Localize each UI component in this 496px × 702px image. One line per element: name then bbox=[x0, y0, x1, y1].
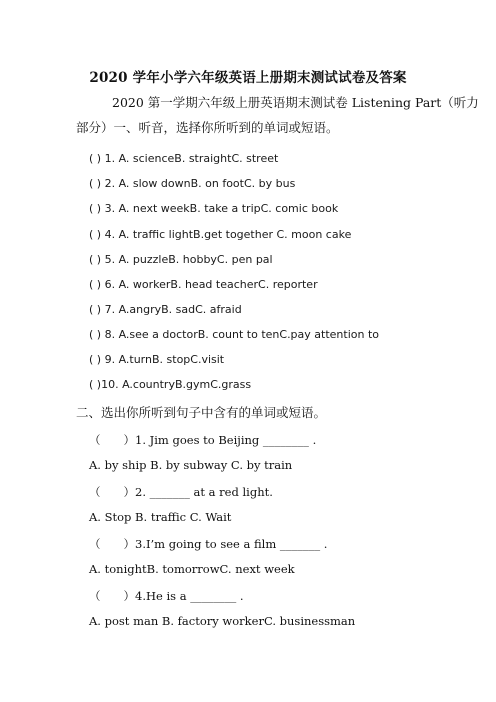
question-10: ( )10. A.countryB.gymC.grass bbox=[89, 378, 252, 391]
part2-options-2: A. Stop B. traffic C. Wait bbox=[89, 510, 232, 524]
part2-options-4: A. post man B. factory workerC. businessman bbox=[89, 614, 356, 628]
part2-options-3: A. tonightB. tomorrowC. next week bbox=[89, 562, 295, 576]
part2-options-1: A. by ship B. by subway C. by train bbox=[89, 458, 293, 472]
part2-question-4: （ ）4.He is a ________ . bbox=[89, 589, 244, 603]
part2-question-1: （ ）1. Jim goes to Beijing ________ . bbox=[89, 433, 317, 447]
question-7: ( ) 7. A.angryB. sadC. afraid bbox=[89, 303, 242, 316]
question-1: ( ) 1. A. scienceB. straightC. street bbox=[89, 152, 279, 165]
question-3: ( ) 3. A. next weekB. take a tripC. comic book bbox=[89, 202, 339, 215]
question-6: ( ) 6. A. workerB. head teacherC. reporter bbox=[89, 278, 318, 291]
question-2: ( ) 2. A. slow downB. on footC. by bus bbox=[89, 177, 296, 190]
question-8: ( ) 8. A.see a doctorB. count to tenC.pay attention to bbox=[89, 328, 380, 341]
question-5: ( ) 5. A. puzzleB. hobbyC. pen pal bbox=[89, 253, 273, 266]
question-4: ( ) 4. A. traffic lightB.get together C. moon cake bbox=[89, 228, 352, 241]
intro-line-2: 部分）一、听音，选择你所听到的单词或短语。 bbox=[76, 120, 339, 135]
part2-question-3: （ ）3.I’m going to see a film _______ . bbox=[89, 537, 328, 551]
part2-question-2: （ ）2. _______ at a red light. bbox=[89, 485, 273, 499]
question-9: ( ) 9. A.turnB. stopC.visit bbox=[89, 353, 225, 366]
section-2-heading: 二、选出你所听到句子中含有的单词或短语。 bbox=[76, 405, 327, 420]
intro-line-1: 2020 第一学期六年级上册英语期末测试卷 Listening Part（听力 bbox=[112, 95, 479, 110]
document-title: 2020 学年小学六年级英语上册期末测试试卷及答案 bbox=[89, 70, 407, 86]
